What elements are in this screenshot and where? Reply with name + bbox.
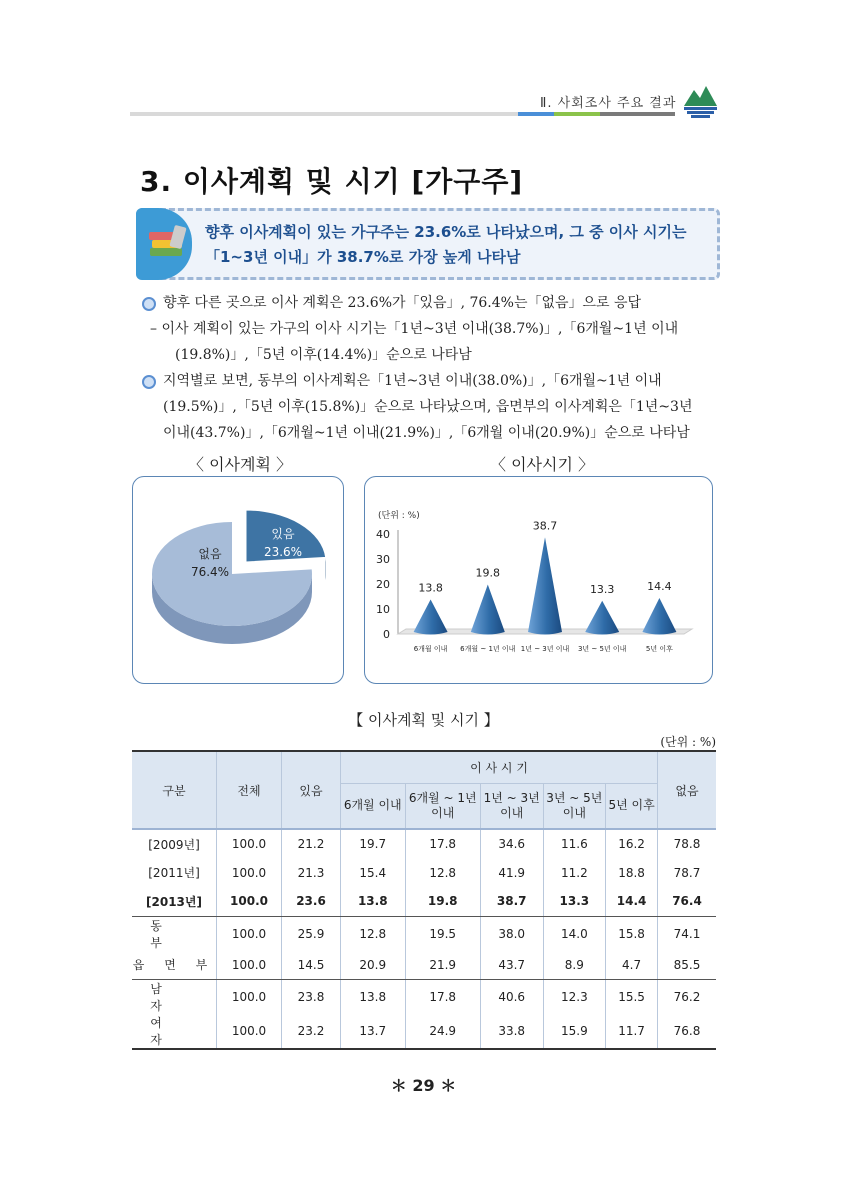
row-label: 여 자 [132,1014,217,1049]
header-rule-green [554,112,600,116]
bullet-sub-2: (19.8%)」,「5년 이후(14.4%)」순으로 나타남 [175,347,472,363]
y-tick-label: 40 [376,528,390,541]
table-cell: 19.7 [341,829,406,858]
table-cell: 23.8 [282,980,341,1015]
table-row [132,829,716,858]
header-timing-line-1: 6개월 ~ 1년 [408,790,477,805]
table-row [132,951,716,980]
table-cell: 13.8 [341,980,406,1015]
books-icon [146,222,190,266]
header-timing-line-1: 6개월 이내 [343,798,402,813]
table-cell: 19.5 [405,916,480,951]
header-timing-1 [405,783,480,829]
header-timing-2 [480,783,543,829]
table-cell: 8.9 [543,951,606,980]
table-cell: 20.9 [341,951,406,980]
table-cell: 11.7 [606,1014,658,1049]
table-cell: 100.0 [217,951,282,980]
header-no: 없음 [658,751,717,829]
header-timing-line-1: 1년 ~ 3년 [483,790,540,805]
header-group: 구분 [132,751,217,829]
header-total: 전체 [217,751,282,829]
y-tick-label: 20 [376,578,390,591]
table-caption: 【 이사계획 및 시기 】 [348,711,499,729]
header-timing: 이 사 시 기 [341,751,658,783]
bullet-text-2-line-1: 지역별로 보면, 동부의 이사계획은「1년~3년 이내(38.0%)」,「6개월~1년 이내 [163,373,662,389]
bar-cone [642,598,676,635]
table-cell: 100.0 [217,887,282,916]
header-timing-4 [606,783,658,829]
row-label: [2013년] [132,887,217,916]
table-cell: 76.2 [673,990,701,1004]
table-cell: 23.6 [282,887,341,916]
table-cell: 12.3 [543,980,606,1015]
x-category-label: 6개월 ~ 1년 이내 [460,645,516,653]
table-cell: 19.8 [405,887,480,916]
x-category-label: 3년 ~ 5년 이내 [577,645,627,653]
table-cell: 78.7 [673,865,701,880]
table-cell: 100.0 [217,980,282,1015]
table-cell: 21.9 [405,951,480,980]
table-cell: 12.8 [405,858,480,887]
table-cell: 13.7 [341,1014,406,1049]
table-row [132,980,716,1015]
bar-value-label: 14.4 [647,580,672,593]
section-header: Ⅱ. 사회조사 주요 결과 [540,96,677,111]
x-category-label: 5년 이후 [645,645,673,653]
table-cell: 4.7 [606,951,658,980]
bullet-icon [142,297,156,311]
table-cell: 21.2 [282,829,341,858]
table-cell: 11.2 [543,858,606,887]
table-cell: 76.4 [658,887,717,916]
header-timing-line-1: 5년 이후 [608,798,655,813]
summary-line-2: 「1~3년 이내」가 38.7%로 가장 높게 나타남 [205,248,521,266]
table-cell: 76.8 [658,1014,717,1049]
table-row [132,887,716,916]
table-cell: 15.4 [341,858,406,887]
pie-label-no-value: 76.4% [190,565,230,579]
table-cell: 14.4 [606,887,658,916]
bar-value-label: 13.8 [418,581,443,595]
row-label: [2009년] [132,829,217,858]
table-cell: 100.0 [217,916,282,951]
bar-cone [528,537,562,634]
mountain-logo-icon [680,80,720,120]
bullet-text-2-line-2: (19.5%)」,「5년 이후(15.8%)」순으로 나타났으며, 읍면부의 이사계획은「1년~3년 [163,399,693,415]
y-tick-label: 30 [376,553,390,566]
table-row [132,1014,716,1049]
table-cell: 33.8 [480,1014,543,1049]
header-timing-line-2: 이내 [500,805,524,820]
summary-text [205,220,686,270]
table-cell: 23.2 [282,1014,341,1049]
bullet-icon [142,375,156,389]
table-cell: 78.8 [673,837,701,851]
table-cell: 11.6 [543,829,606,858]
y-tick-label: 10 [376,603,390,616]
table-cell: 100.0 [217,1014,282,1049]
table-row [132,916,716,951]
row-label: 읍 면 부 [132,951,217,980]
header-timing-line-2: 이내 [562,805,586,820]
bar-value-label: 19.8 [475,566,501,580]
bar-chart [364,476,711,682]
table-cell: 15.5 [606,980,658,1015]
bar-value-label: 38.7 [532,519,558,533]
pie-chart [132,476,342,682]
table-cell: 24.9 [405,1014,480,1049]
header-rule-blue [518,112,554,116]
table-cell: 15.9 [543,1014,606,1049]
header-yes: 있음 [282,751,341,829]
table-cell: 38.0 [480,916,543,951]
header-timing-3 [543,783,606,829]
bar-cone [471,585,505,635]
table-cell: 16.2 [606,829,658,858]
bar-chart-title: 〈 이사시기 〉 [490,455,594,474]
header-rule-gray [600,112,675,116]
table-cell: 13.8 [341,887,406,916]
summary-line-1: 향후 이사계획이 있는 가구주는 23.6%로 나타났으며, 그 중 이사 시기는 [205,223,687,241]
page-number: ＊ 29 ＊ [390,1076,457,1095]
pie-label-yes-value: 23.6% [263,545,303,559]
table-cell: 85.5 [658,951,717,980]
header-timing-line-2: 이내 [431,805,455,820]
table-unit: (단위 : %) [660,735,716,749]
table-cell: 34.6 [480,829,543,858]
bullet-sub-1: – 이사 계획이 있는 가구의 이사 시기는「1년~3년 이내(38.7%)」,「6개월~1년 이내 [150,321,679,337]
table-cell: 14.0 [543,916,606,951]
header-timing-line-1: 3년 ~ 5년 [546,790,603,805]
table-cell: 25.9 [282,916,341,951]
table-cell: 17.8 [405,980,480,1015]
y-tick-label: 0 [383,628,390,641]
table-row [132,858,716,887]
data-table [132,750,716,1050]
table-cell: 41.9 [480,858,543,887]
table-cell: 13.3 [543,887,606,916]
pie-label-no: 없음 [198,547,222,561]
table-cell: 74.1 [673,926,701,941]
pie-label-yes: 있음 [271,527,295,541]
table-cell: 100.0 [217,858,282,887]
table-cell: 17.8 [405,829,480,858]
table-cell: 12.8 [341,916,406,951]
header-timing-0 [341,783,406,829]
bar-cone [414,600,448,635]
table-cell: 43.7 [480,951,543,980]
table-cell: 100.0 [217,829,282,858]
bar-cone [585,601,619,635]
table-cell: 15.8 [606,916,658,951]
bullet-text-2-line-3: 이내(43.7%)」,「6개월~1년 이내(21.9%)」,「6개월 이내(20.9%)」순으로 나타남 [163,425,690,441]
table-cell: 40.6 [480,980,543,1015]
row-label: 남 자 [132,980,217,1015]
unit-label: (단위 : %) [378,511,420,521]
row-label: 동 부 [132,916,217,951]
x-category-label: 1년 ~ 3년 이내 [520,645,570,653]
table-cell: 14.5 [282,951,341,980]
table-cell: 18.8 [606,858,658,887]
bar-value-label: 13.3 [589,582,615,596]
pie-chart-title: 〈 이사계획 〉 [188,455,292,474]
page-title: 3. 이사계획 및 시기 [가구주] [140,165,524,198]
table-cell: 38.7 [480,887,543,916]
table-cell: 21.3 [282,858,341,887]
row-label: [2011년] [132,858,217,887]
bullet-text-1: 향후 다른 곳으로 이사 계획은 23.6%가「있음」, 76.4%는「없음」으로 응답 [163,295,642,311]
x-category-label: 6개월 이내 [413,645,448,653]
